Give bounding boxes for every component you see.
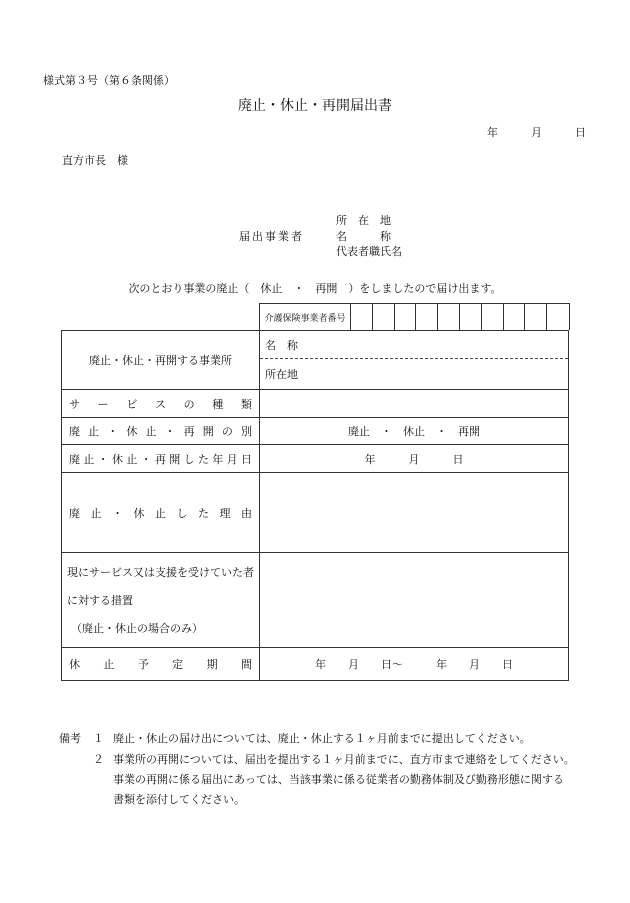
label-char: た bbox=[198, 506, 209, 520]
label-char: の bbox=[183, 397, 195, 411]
table-row bbox=[62, 418, 569, 445]
measures-line-1: 現にサービス又は支援を受けていた者 bbox=[67, 565, 254, 579]
label-char: し bbox=[183, 452, 195, 466]
applicant-address-label: 所 在 地 bbox=[336, 214, 391, 227]
label-char: ビ bbox=[126, 397, 138, 411]
date-year-label: 年 bbox=[487, 126, 498, 139]
suspension-label-cell bbox=[62, 648, 260, 681]
category-label bbox=[62, 423, 259, 439]
label-char: 止 bbox=[155, 506, 166, 520]
service-type-label bbox=[62, 396, 259, 412]
table-row bbox=[62, 390, 569, 418]
date-day-label: 日 bbox=[575, 126, 586, 139]
label-char: 期 bbox=[206, 658, 218, 671]
table-row bbox=[62, 473, 569, 553]
label-char: ・ bbox=[107, 425, 119, 438]
label-char: サ bbox=[69, 397, 80, 411]
label-char: 間 bbox=[240, 658, 252, 671]
label-char: 止 bbox=[90, 506, 102, 520]
label-char: 止 bbox=[83, 452, 95, 466]
digit-cell[interactable] bbox=[416, 304, 438, 330]
table-row bbox=[62, 648, 569, 681]
reason-value[interactable] bbox=[260, 473, 569, 553]
label-char: 月 bbox=[226, 452, 238, 466]
label-char: 止 bbox=[126, 452, 138, 466]
digit-cell[interactable] bbox=[351, 304, 373, 330]
applicant-representative-label: 代表者職氏名 bbox=[336, 245, 402, 258]
label-char: 止 bbox=[145, 425, 157, 438]
declaration-text: 次のとおり事業の廃止（ 休止 ・ 再開 ）をしましたので届け出ます。 bbox=[128, 282, 502, 295]
label-char: 別 bbox=[240, 425, 252, 438]
category-label-cell bbox=[62, 418, 260, 445]
label-char: ・ bbox=[112, 506, 123, 520]
label-char: 廃 bbox=[69, 506, 80, 520]
note-text-2: 事業所の再開については、届出を提出する１ヶ月前までに、直方市まで連絡をしてください。 bbox=[113, 753, 575, 766]
label-char: 廃 bbox=[69, 425, 80, 438]
digit-cell[interactable] bbox=[547, 304, 569, 330]
note-number-2: ２ bbox=[93, 753, 104, 766]
label-char: ・ bbox=[164, 425, 176, 438]
note-number-1: １ bbox=[93, 732, 104, 745]
label-char: 休 bbox=[133, 506, 145, 520]
office-address-label: 所在地 bbox=[265, 368, 298, 381]
applicant-name-label: 名 称 bbox=[336, 230, 391, 243]
table-row bbox=[62, 553, 569, 648]
date-label-cell bbox=[62, 445, 260, 473]
service-type-label-cell bbox=[62, 390, 260, 418]
label-char: 予 bbox=[137, 658, 149, 671]
label-char: の bbox=[221, 425, 233, 438]
note-text-1: 廃止・休止の届け出については、廃止・休止する１ヶ月前までに提出してください。 bbox=[113, 732, 531, 745]
label-char: 廃 bbox=[69, 452, 80, 466]
label-char: 再 bbox=[183, 425, 195, 438]
business-number-box bbox=[259, 303, 570, 330]
digit-cell[interactable] bbox=[460, 304, 482, 330]
office-address-line[interactable] bbox=[260, 359, 568, 389]
page-title: 廃止・休止・再開届出書 bbox=[238, 98, 392, 114]
reason-label bbox=[62, 505, 259, 521]
measures-value[interactable] bbox=[260, 553, 569, 648]
label-char: 日 bbox=[240, 452, 252, 466]
note-continuation-2: 書類を添付してください。 bbox=[113, 793, 245, 806]
form-number: 様式第３号（第６条関係） bbox=[43, 74, 175, 87]
category-options[interactable]: 廃止 ・ 休止 ・ 再開 bbox=[260, 418, 569, 445]
notes-heading: 備考 bbox=[59, 732, 81, 745]
label-char: 開 bbox=[169, 452, 181, 466]
note-continuation-1: 事業の再開に係る届出にあっては、当該事業に係る従業者の勤務体制及び勤務形態に関する bbox=[113, 773, 564, 786]
label-char: 休 bbox=[69, 658, 80, 671]
label-char: 休 bbox=[111, 452, 123, 466]
date-value[interactable]: 年 月 日 bbox=[260, 445, 569, 473]
applicant-role: 届出事業者 bbox=[239, 230, 304, 243]
office-name-line[interactable] bbox=[260, 331, 568, 359]
label-char: 開 bbox=[202, 425, 214, 438]
business-number-label: 介護保険事業者番号 bbox=[260, 304, 351, 330]
digit-cell[interactable] bbox=[438, 304, 460, 330]
measures-line-3: （廃止・休止の場合のみ） bbox=[71, 621, 203, 635]
label-char: 由 bbox=[241, 506, 252, 520]
label-char: ー bbox=[97, 397, 109, 411]
label-char: 止 bbox=[103, 658, 115, 671]
label-char: 種 bbox=[212, 397, 224, 411]
label-char: し bbox=[176, 506, 188, 520]
table-row bbox=[62, 331, 569, 390]
label-char: 止 bbox=[88, 425, 100, 438]
label-char: 年 bbox=[212, 452, 224, 466]
date-label bbox=[62, 451, 259, 467]
addressee: 直方市長 様 bbox=[62, 154, 128, 167]
office-name-label: 名 称 bbox=[265, 338, 298, 352]
reason-label-cell bbox=[62, 473, 260, 553]
measures-label bbox=[62, 553, 260, 648]
label-char: 理 bbox=[219, 506, 231, 520]
date-month-label: 月 bbox=[531, 126, 542, 139]
digit-cell[interactable] bbox=[395, 304, 417, 330]
digit-cell[interactable] bbox=[525, 304, 547, 330]
digit-cell[interactable] bbox=[482, 304, 504, 330]
measures-line-2: に対する措置 bbox=[67, 593, 133, 607]
suspension-value[interactable]: 年 月 日～ 年 月 日 bbox=[260, 648, 569, 681]
label-char: ス bbox=[154, 397, 166, 411]
table-row bbox=[62, 445, 569, 473]
office-label: 廃止・休止・再開する事業所 bbox=[62, 331, 260, 390]
label-char: ・ bbox=[97, 452, 109, 466]
notification-table bbox=[61, 330, 569, 681]
label-char: 類 bbox=[240, 397, 252, 411]
office-field[interactable] bbox=[260, 331, 569, 390]
label-char: ・ bbox=[140, 452, 152, 466]
digit-cell[interactable] bbox=[504, 304, 526, 330]
suspension-label bbox=[62, 656, 259, 672]
label-char: た bbox=[197, 452, 209, 466]
digit-cell[interactable] bbox=[373, 304, 395, 330]
label-char: 休 bbox=[126, 425, 138, 438]
label-char: 定 bbox=[172, 658, 184, 671]
label-char: 再 bbox=[154, 452, 166, 466]
service-type-value[interactable] bbox=[260, 390, 569, 418]
